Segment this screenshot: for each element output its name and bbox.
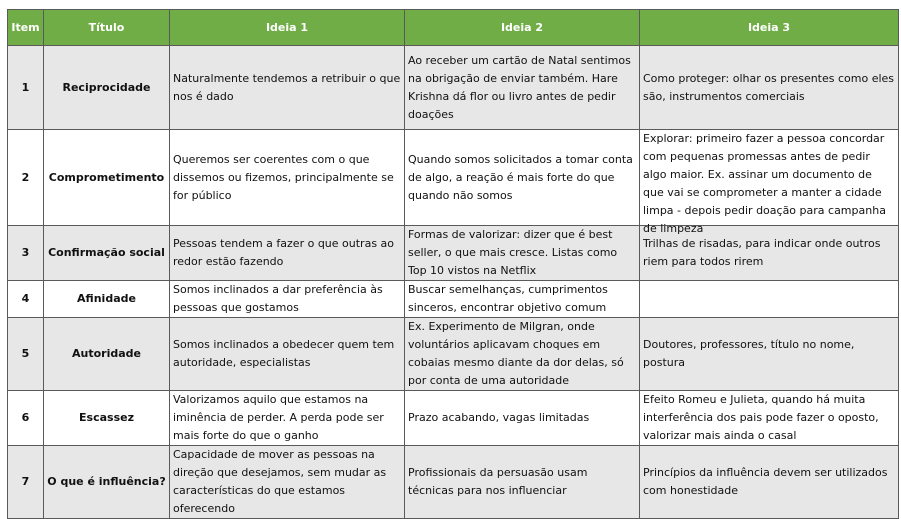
ideia-1-cell: Valorizamos aquilo que estamos na iminência de perder. A perda pode ser mais forte do que o ganho [170, 391, 405, 446]
table-row [8, 46, 899, 130]
titulo-cell: Reciprocidade [44, 46, 170, 130]
ideia-2-cell: Profissionais da persuasão usam técnicas para nos influenciar [405, 446, 640, 519]
ideia-1-cell: Somos inclinados a obedecer quem tem autoridade, especialistas [170, 318, 405, 391]
ideia-1-cell: Pessoas tendem a fazer o que outras ao redor estão fazendo [170, 226, 405, 281]
table-row [8, 446, 899, 519]
titulo-cell: Escassez [44, 391, 170, 446]
ideia-2-cell: Quando somos solicitados a tomar conta de algo, a reação é mais forte do que quando não somos [405, 130, 640, 226]
titulo-cell: Afinidade [44, 281, 170, 318]
ideia-3-text: Explorar: primeiro fazer a pessoa concordar com pequenas promessas antes de pedir algo maior. Ex. assinar um documento de que vai se comprometer a manter a cidade limpa - depois pedir doação para campanha de limpeza [643, 132, 886, 235]
ideia-1-cell: Queremos ser coerentes com o que dissemos ou fizemos, principalmente se for público [170, 130, 405, 226]
ideia-1-cell: Naturalmente tendemos a retribuir o que nos é dado [170, 46, 405, 130]
ideia-2-cell: Formas de valorizar: dizer que é best seller, o que mais cresce. Listas como Top 10 vistos na Netflix [405, 226, 640, 281]
ideas-table [7, 9, 899, 519]
header-ideia-2: Ideia 2 [405, 10, 640, 46]
header-item: Item [8, 10, 44, 46]
ideia-2-cell: Ex. Experimento de Milgran, onde voluntários aplicavam choques em cobaias mesmo diante da dor delas, só por conta de uma autoridade [405, 318, 640, 391]
ideia-3-cell: Efeito Romeu e Julieta, quando há muita interferência dos pais pode fazer o oposto, valorizar mais ainda o casal [640, 391, 899, 446]
item-cell: 6 [8, 391, 44, 446]
table-row [8, 391, 899, 446]
header-row [8, 10, 899, 46]
item-cell: 7 [8, 446, 44, 519]
titulo-cell: O que é influência? [44, 446, 170, 519]
ideia-3-cell: Doutores, professores, título no nome, postura [640, 318, 899, 391]
ideia-2-cell: Buscar semelhanças, cumprimentos sinceros, encontrar objetivo comum [405, 281, 640, 318]
item-cell: 5 [8, 318, 44, 391]
table-row [8, 226, 899, 281]
ideia-1-cell: Capacidade de mover as pessoas na direção que desejamos, sem mudar as características do que estamos oferecendo [170, 446, 405, 519]
table-row [8, 130, 899, 226]
item-cell: 4 [8, 281, 44, 318]
ideia-3-cell: Como proteger: olhar os presentes como eles são, instrumentos comerciais [640, 46, 899, 130]
ideia-3-cell: Trilhas de risadas, para indicar onde outros riem para todos rirem [640, 226, 899, 281]
ideia-3-cell [640, 281, 899, 318]
ideia-3-cell: Princípios da influência devem ser utilizados com honestidade [640, 446, 899, 519]
titulo-cell: Autoridade [44, 318, 170, 391]
header-ideia-3: Ideia 3 [640, 10, 899, 46]
item-cell: 1 [8, 46, 44, 130]
table-row [8, 281, 899, 318]
table-row [8, 318, 899, 391]
titulo-cell: Comprometimento [44, 130, 170, 226]
header-titulo: Título [44, 10, 170, 46]
item-cell: 2 [8, 130, 44, 226]
item-cell: 3 [8, 226, 44, 281]
ideia-3-cell [640, 130, 899, 235]
ideia-2-cell: Ao receber um cartão de Natal sentimos na obrigação de enviar também. Hare Krishna dá flor ou livro antes de pedir doações [405, 46, 640, 130]
titulo-cell: Confirmação social [44, 226, 170, 281]
ideia-1-cell: Somos inclinados a dar preferência às pessoas que gostamos [170, 281, 405, 318]
ideia-2-cell: Prazo acabando, vagas limitadas [405, 391, 640, 446]
header-ideia-1: Ideia 1 [170, 10, 405, 46]
